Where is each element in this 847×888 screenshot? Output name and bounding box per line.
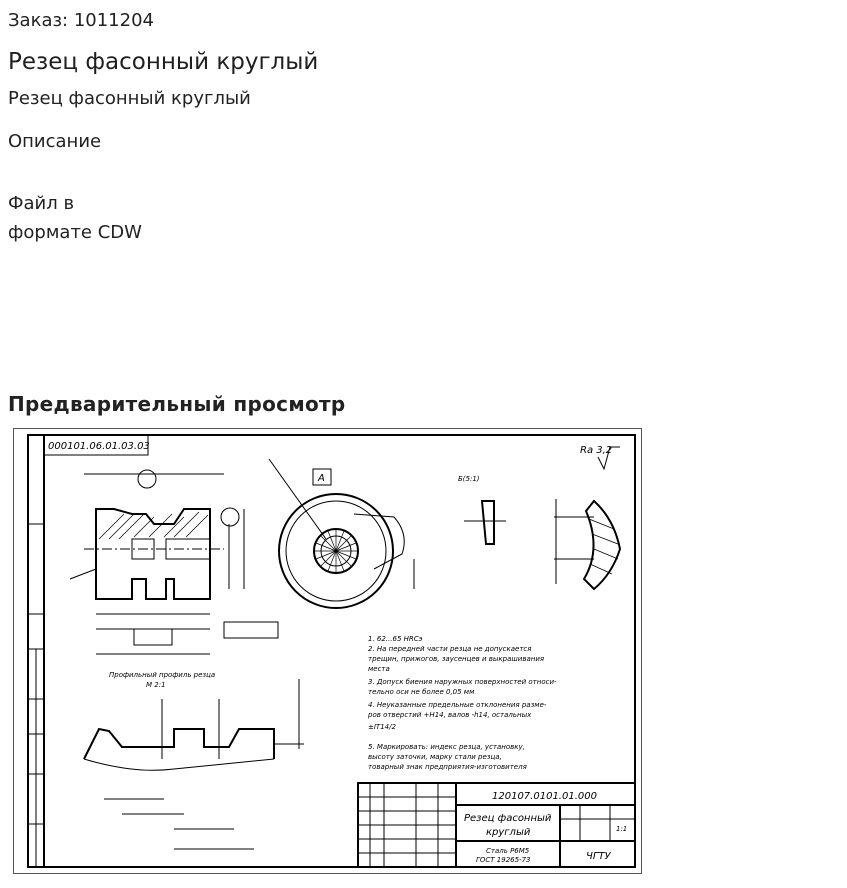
svg-text:3. Допуск биения наружных пове: 3. Допуск биения наружных поверхностей относи- [368,678,557,686]
profile-label: Профильный профиль резца [109,671,216,679]
document-code: 120107.0101.01.000 [492,791,597,802]
svg-text:ров отверстий +H14, валов -h14: ров отверстий +H14, валов -h14, остальных [368,711,532,719]
part-side-view [70,470,278,654]
top-stamp-text: 000101.06.01.03.03 [48,441,150,452]
order-number: Заказ: 1011204 [8,10,154,31]
part-front-view [269,459,414,608]
detail-views [458,475,620,589]
drawing-border [28,435,635,867]
page-title: Резец фасонный круглый [8,49,319,75]
left-strip-cells [28,524,44,867]
product-subtitle: Резец фасонный круглый [8,88,251,109]
svg-text:4. Неуказанные предельные откл: 4. Неуказанные предельные отклонения разме- [368,701,547,709]
svg-text:тельно оси не более 0,05 мм: тельно оси не более 0,05 мм [368,688,475,696]
svg-text:места: места [368,665,390,673]
svg-text:±IT14/2: ±IT14/2 [368,723,396,731]
title-block [358,783,635,867]
file-format-line-1: Файл в [8,193,75,214]
svg-text:5. Маркировать: индекс резца,: 5. Маркировать: индекс резца, установку, [368,743,525,751]
svg-text:1. 62...65 HRCэ: 1. 62...65 HRCэ [368,635,423,643]
svg-text:2. На передней части резца не: 2. На передней части резца не допускается [368,645,532,653]
svg-text:A: A [318,473,325,484]
scale-value: 1:1 [616,825,628,833]
part-name-1: Резец фасонный [464,813,552,824]
material-1: Сталь Р6М5 [486,847,530,855]
profile-scale: М 2:1 [146,681,166,689]
svg-text:трещин, прижогов, заусенцев и: трещин, прижогов, заусенцев и выкрашивания [368,655,545,663]
material-2: ГОСТ 19265-73 [476,856,531,864]
preview-heading: Предварительный просмотр [8,392,346,416]
file-format-line-2: формате CDW [8,222,142,243]
svg-text:товарный знак предприятия-изго: товарный знак предприятия-изготовителя [368,763,527,771]
technical-drawing [14,429,641,873]
detail-label: Б(5:1) [458,475,480,483]
technical-notes [367,635,557,771]
cutter-profile [84,671,304,849]
part-name-2: круглый [486,827,531,838]
drawing-preview-image [13,428,642,874]
description-label: Описание [8,131,102,152]
svg-text:высоту заточки, марку стали ре: высоту заточки, марку стали резца, [368,753,502,761]
organization: ЧГТУ [586,851,611,862]
roughness-mark: Ra 3,2 [580,445,613,456]
